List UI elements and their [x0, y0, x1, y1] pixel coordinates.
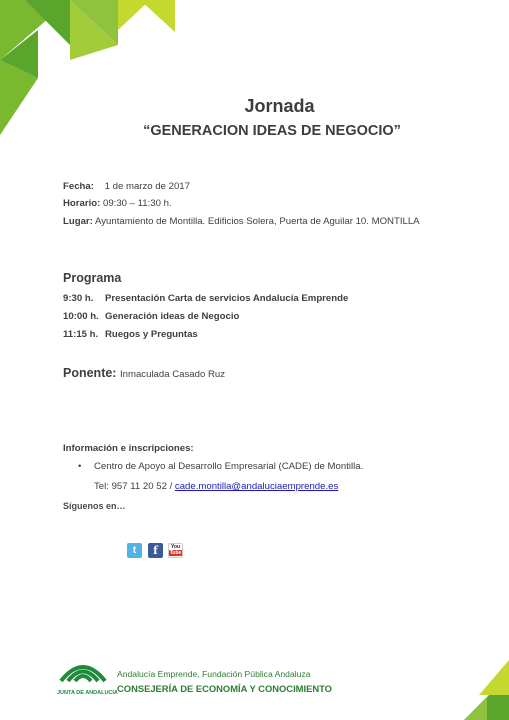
youtube-icon[interactable] [168, 543, 183, 558]
fecha-label: Fecha: [63, 181, 94, 192]
programa-item-text: Presentación Carta de servicios Andalucía Emprende [105, 293, 349, 304]
footer-consejeria: CONSEJERÍA DE ECONOMÍA Y CONOCIMIENTO [117, 683, 332, 694]
page-title: Jornada [244, 96, 315, 116]
horario-value: 09:30 – 11:30 h. [102, 198, 172, 209]
email-link[interactable]: cade.montilla@andaluciaemprende.es [174, 481, 339, 492]
ponente-line [63, 366, 225, 380]
programa-item [63, 329, 198, 340]
twitter-icon[interactable] [127, 543, 142, 558]
programa-item-text: Generación ideas de Negocio [105, 311, 240, 322]
junta-logo [57, 655, 118, 696]
fecha-line [63, 181, 190, 192]
info-center-text: Centro de Apoyo al Desarrollo Empresarial (CADE) de Montilla. [94, 461, 364, 472]
programa-item-time: 10:00 h. [63, 311, 99, 322]
junta-logo-arcs [57, 655, 109, 685]
fecha-value: 1 de marzo de 2017 [104, 181, 190, 192]
bullet-icon: • [78, 461, 82, 472]
tel-text: Tel: 957 11 20 52 / [94, 481, 175, 492]
programa-item-text: Ruegos y Preguntas [105, 329, 198, 340]
programa-item [63, 311, 239, 322]
ponente-label: Ponente: [63, 366, 117, 380]
youtube-glyph-bottom: Tube [169, 550, 182, 556]
info-center-item [78, 461, 363, 472]
programa-item [63, 293, 348, 304]
contact-line [94, 481, 338, 492]
footer-foundation-name: Andalucía Emprende, Fundación Pública Andaluza [117, 669, 311, 679]
programa-item-time: 11:15 h. [63, 329, 99, 340]
page-subtitle: “GENERACION IDEAS DE NEGOCIO” [143, 123, 401, 139]
youtube-glyph-top: You [170, 544, 181, 550]
programa-item-time: 9:30 h. [63, 293, 94, 304]
lugar-label: Lugar: [63, 216, 93, 227]
horario-line [63, 198, 172, 209]
facebook-glyph: f [153, 544, 158, 557]
twitter-glyph: t [132, 545, 137, 556]
lugar-line [63, 216, 420, 227]
lugar-value: Ayuntamiento de Montilla. Edificios Solera, Puerta de Aguilar 10. MONTILLA [95, 216, 420, 227]
horario-label: Horario: [63, 198, 101, 209]
follow-us-label: Síguenos en… [63, 501, 126, 511]
info-heading: Información e inscripciones: [63, 443, 194, 454]
programa-heading: Programa [63, 271, 122, 285]
junta-logo-text: JUNTA DE ANDALUCIA [57, 690, 118, 696]
ponente-name: Inmaculada Casado Ruz [119, 369, 226, 380]
facebook-icon[interactable] [148, 543, 163, 558]
decorative-corner-bottom-right [439, 650, 509, 720]
